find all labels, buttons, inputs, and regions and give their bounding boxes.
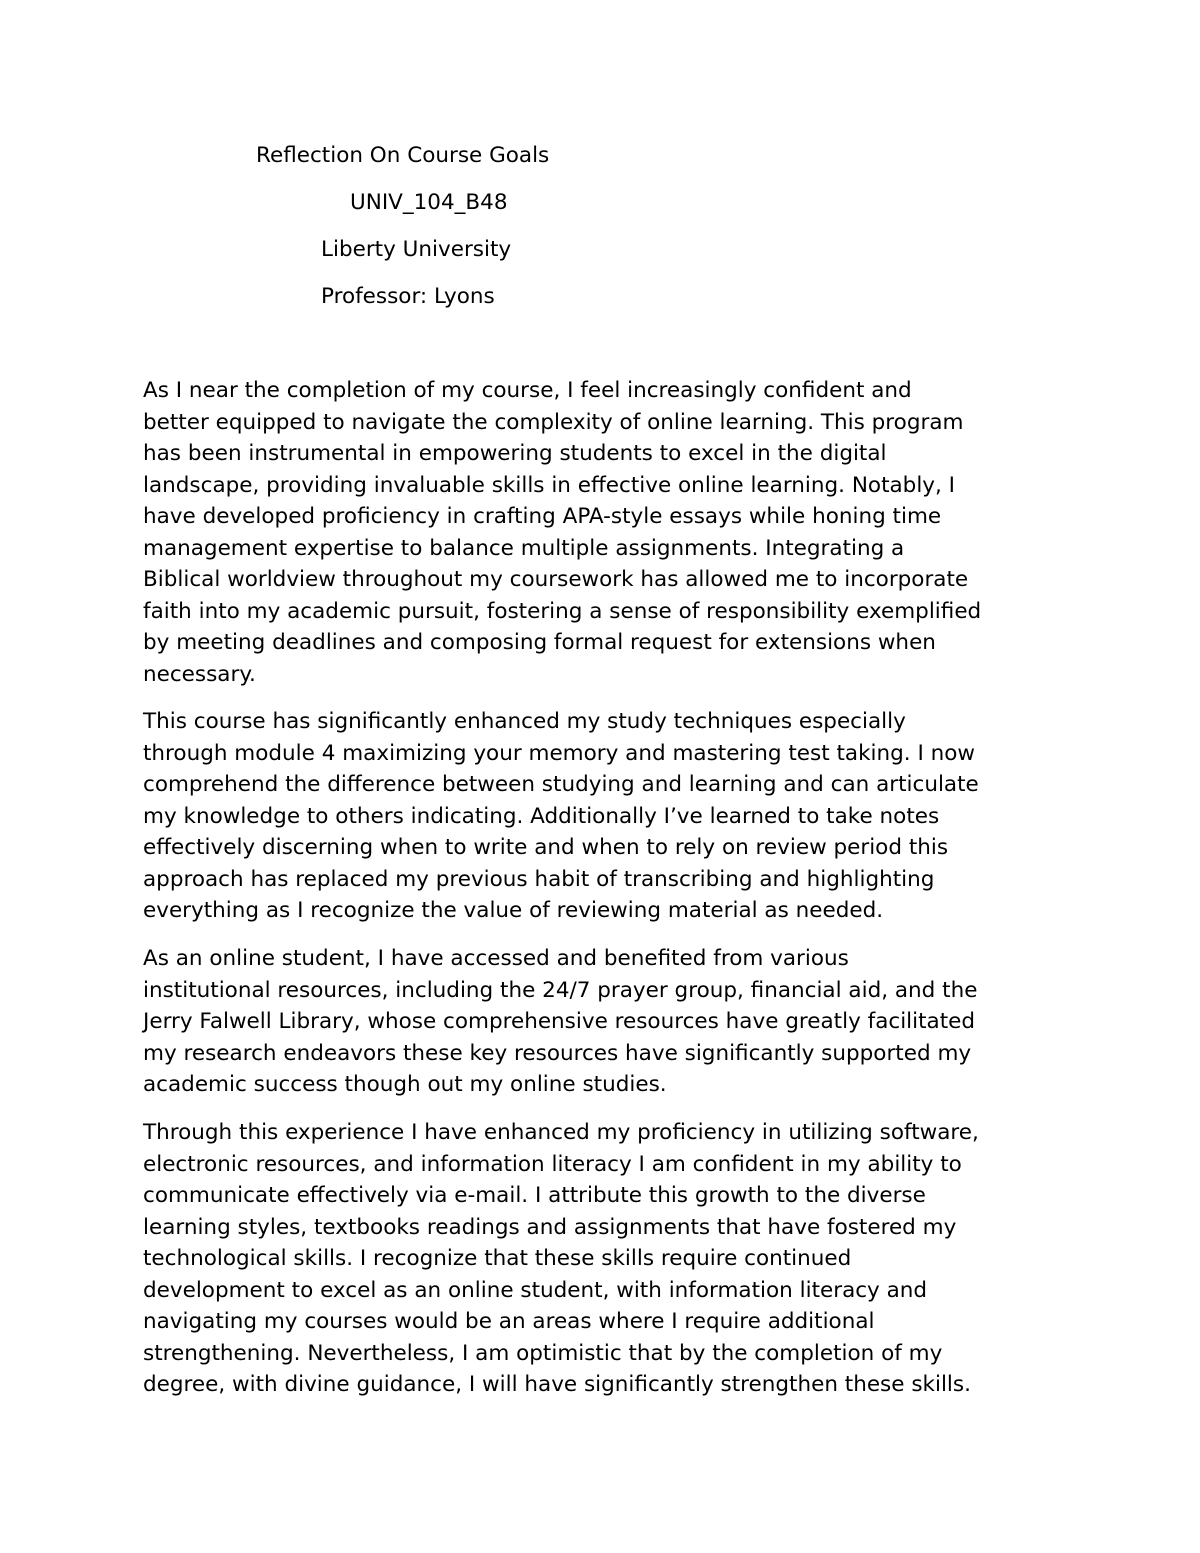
paragraph-2-line: effectively discerning when to write and when to rely on review period this xyxy=(143,835,949,860)
paragraph-3-line: institutional resources, including the 24/7 prayer group, financial aid, and the xyxy=(143,977,978,1003)
document-title: Reflection On Course Goals xyxy=(256,143,550,168)
course-code: UNIV_104_B48 xyxy=(350,190,508,215)
paragraph-1-line: better equipped to navigate the complexity of online learning. This program xyxy=(143,409,964,435)
paragraph-1-line: necessary. xyxy=(143,661,256,687)
paragraph-4-line: Through this experience I have enhanced my proficiency in utilizing software, xyxy=(143,1120,979,1145)
paragraph-2-line: This course has significantly enhanced my study techniques especially xyxy=(143,709,906,734)
paragraph-1-line: Biblical worldview throughout my coursework has allowed me to incorporate xyxy=(143,567,969,592)
paragraph-4-line: learning styles, textbooks readings and assignments that have fostered my xyxy=(143,1214,957,1240)
professor-name: Professor: Lyons xyxy=(321,284,495,309)
paragraph-3-line: academic success though out my online studies. xyxy=(143,1072,667,1097)
paragraph-4-line: electronic resources, and information literacy I am confident in my ability to xyxy=(143,1151,962,1177)
paragraph-1-line: landscape, providing invaluable skills in effective online learning. Notably, I xyxy=(143,472,956,498)
paragraph-1-line: have developed proficiency in crafting APA-style essays while honing time xyxy=(143,504,942,529)
paragraph-2-line: through module 4 maximizing your memory and mastering test taking. I now xyxy=(143,740,975,766)
paragraph-1-line: management expertise to balance multiple assignments. Integrating a xyxy=(143,535,905,561)
paragraph-1-line: As I near the completion of my course, I feel increasingly confident and xyxy=(143,378,912,403)
paragraph-2-line: comprehend the difference between studying and learning and can articulate xyxy=(143,772,979,797)
paragraph-4-line: development to excel as an online student, with information literacy and xyxy=(143,1277,928,1303)
paragraph-1-line: faith into my academic pursuit, fostering a sense of responsibility exemplified xyxy=(143,598,982,624)
paragraph-2-line: everything as I recognize the value of reviewing material as needed. xyxy=(143,898,884,923)
paragraph-3-line: As an online student, I have accessed and benefited from various xyxy=(143,946,849,971)
paragraph-3-line: Jerry Falwell Library, whose comprehensive resources have greatly facilitated xyxy=(143,1009,976,1034)
paragraph-4-line: strengthening. Nevertheless, I am optimistic that by the completion of my xyxy=(143,1340,943,1366)
paragraph-1-line: has been instrumental in empowering students to excel in the digital xyxy=(143,441,887,466)
paragraph-2-line: approach has replaced my previous habit of transcribing and highlighting xyxy=(143,866,935,892)
paragraph-4-line: communicate effectively via e-mail. I attribute this growth to the diverse xyxy=(143,1183,926,1208)
paragraph-4-line: degree, with divine guidance, I will have significantly strengthen these skills. xyxy=(143,1372,971,1397)
paragraph-3-line: my research endeavors these key resources have significantly supported my xyxy=(143,1040,972,1066)
paragraph-4-line: technological skills. I recognize that these skills require continued xyxy=(143,1246,852,1271)
university-name: Liberty University xyxy=(321,237,512,262)
paragraph-4-line: navigating my courses would be an areas where I require additional xyxy=(143,1309,875,1334)
paragraph-1-line: by meeting deadlines and composing formal request for extensions when xyxy=(143,630,936,655)
paragraph-2-line: my knowledge to others indicating. Additionally I’ve learned to take notes xyxy=(143,803,940,829)
